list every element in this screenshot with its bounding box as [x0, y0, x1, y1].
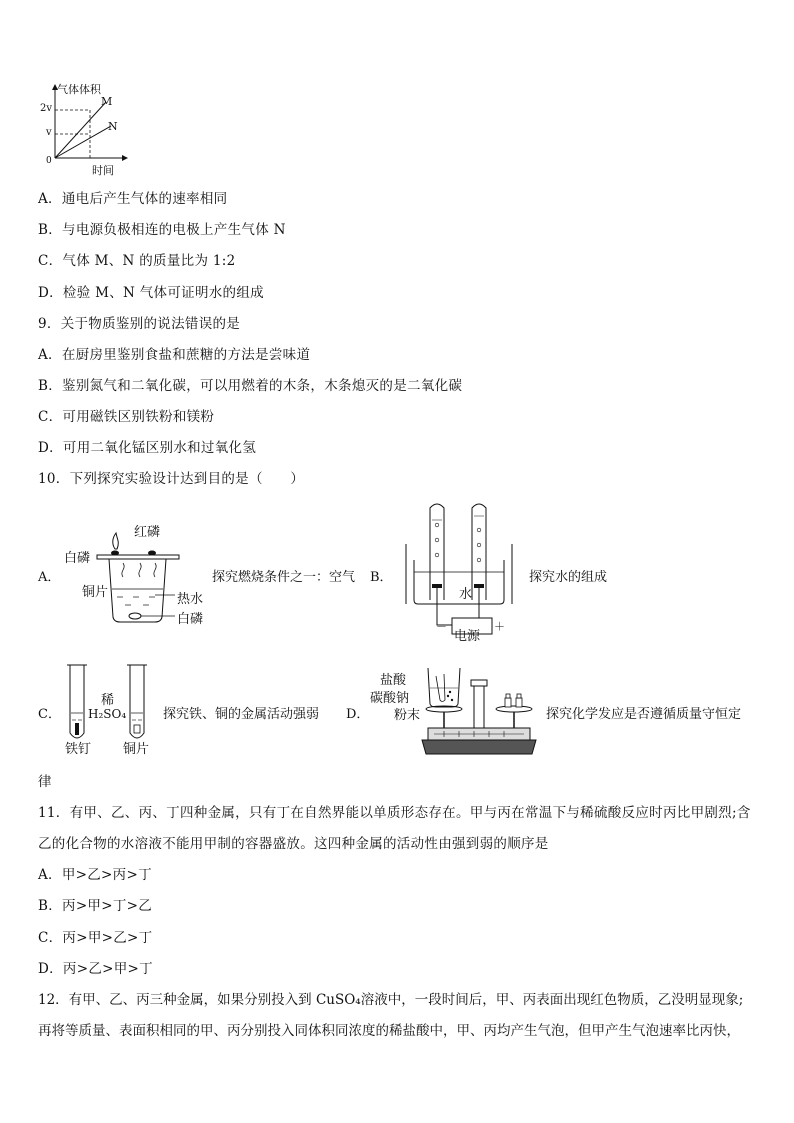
y-axis-label: 气体体积	[57, 83, 101, 96]
powder-label: 粉末	[394, 708, 421, 723]
q10-wrap-text: 律	[38, 774, 52, 790]
option-a-description: 探究燃烧条件之一：空气	[212, 570, 356, 585]
q11-option-a: A．甲>乙>丙>丁	[38, 867, 152, 883]
q11-option-b: B．丙>甲>丁>乙	[38, 898, 153, 914]
q11-option-c: C．丙>甲>乙>丁	[38, 930, 153, 946]
dilute-label: 稀	[101, 693, 115, 708]
q11-stem-line1: 11．有甲、乙、丙、丁四种金属，只有丁在自然界能以单质形态存在。甲与丙在常温下与稀硫酸反应时丙比甲剧烈;含	[38, 805, 751, 821]
hydrochloric-acid-label: 盐酸	[380, 673, 407, 688]
tick-v: v	[46, 127, 52, 138]
q8-option-d: D．检验 M、N 气体可证明水的组成	[38, 285, 264, 301]
balance-apparatus	[414, 662, 544, 757]
series-m-label: M	[101, 95, 113, 108]
white-phosphorus-label: 白磷	[64, 551, 91, 566]
q8-option-c: C．气体 M、N 的质量比为 1:2	[38, 253, 236, 269]
q11-stem-line2: 乙的化合物的水溶液不能用甲制的容器盛放。这四种金属的活动性由强到弱的顺序是	[38, 836, 549, 852]
copper-plate-label: 铜片	[82, 585, 109, 600]
origin-label: 0	[46, 156, 52, 166]
option-a-letter: A．	[38, 570, 61, 585]
combustion-apparatus	[95, 525, 185, 625]
option-c-letter: C．	[38, 707, 61, 722]
q9-option-d: D．可用二氧化锰区别水和过氧化氢	[38, 440, 257, 456]
sulfuric-acid-label: H₂SO₄	[88, 707, 127, 721]
hot-water-label: 热水	[177, 592, 204, 607]
q9-stem: 9．关于物质鉴别的说法错误的是	[38, 316, 241, 332]
plus-sign: ＋	[494, 620, 505, 633]
red-phosphorus-label: 红磷	[134, 525, 161, 540]
q8-option-a: A．通电后产生气体的速率相同	[38, 191, 228, 207]
tick-2v: 2v	[40, 103, 53, 114]
series-n-label: N	[108, 120, 118, 133]
q11-option-d: D．丙>乙>甲>丁	[38, 961, 153, 977]
option-b-letter: B．	[370, 570, 393, 585]
white-phosphorus-water-label: 白磷	[177, 612, 204, 627]
sodium-carbonate-label: 碳酸钠	[370, 691, 410, 706]
option-d-letter: D．	[346, 707, 370, 722]
option-c-description: 探究铁、铜的金属活动强弱	[163, 707, 320, 722]
x-axis-label: 时间	[92, 164, 114, 177]
q9-option-c: C．可用磁铁区别铁粉和镁粉	[38, 409, 215, 425]
electrolysis-apparatus	[400, 500, 525, 640]
q10-stem: 10．下列探究实验设计达到目的是（ ）	[38, 471, 305, 487]
q8-option-b: B．与电源负极相连的电极上产生气体 N	[38, 222, 286, 238]
option-d-description: 探究化学发应是否遵循质量守恒定	[546, 707, 742, 722]
copper-plate-c-label: 铜片	[123, 742, 150, 757]
option-b-description: 探究水的组成	[529, 570, 608, 585]
q9-option-a: A．在厨房里鉴别食盐和蔗糖的方法是尝味道	[38, 347, 311, 363]
water-label: 水	[459, 587, 473, 602]
q12-stem-line1: 12．有甲、乙、丙三种金属，如果分别投入到 CuSO₄溶液中，一段时间后，甲、丙表面出现红色物质，乙没明显现象;	[38, 992, 744, 1008]
minus-sign: －	[436, 620, 447, 633]
power-label: 电源	[454, 629, 481, 644]
iron-nail-label: 铁钉	[65, 742, 92, 757]
q9-option-b: B．鉴别氮气和二氧化碳，可以用燃着的木条，木条熄灭的是二氧化碳	[38, 378, 463, 394]
q12-stem-line2: 再将等质量、表面积相同的甲、丙分别投入同体积同浓度的稀盐酸中，甲、丙均产生气泡，但甲产生气泡速率比丙快，	[38, 1023, 740, 1039]
